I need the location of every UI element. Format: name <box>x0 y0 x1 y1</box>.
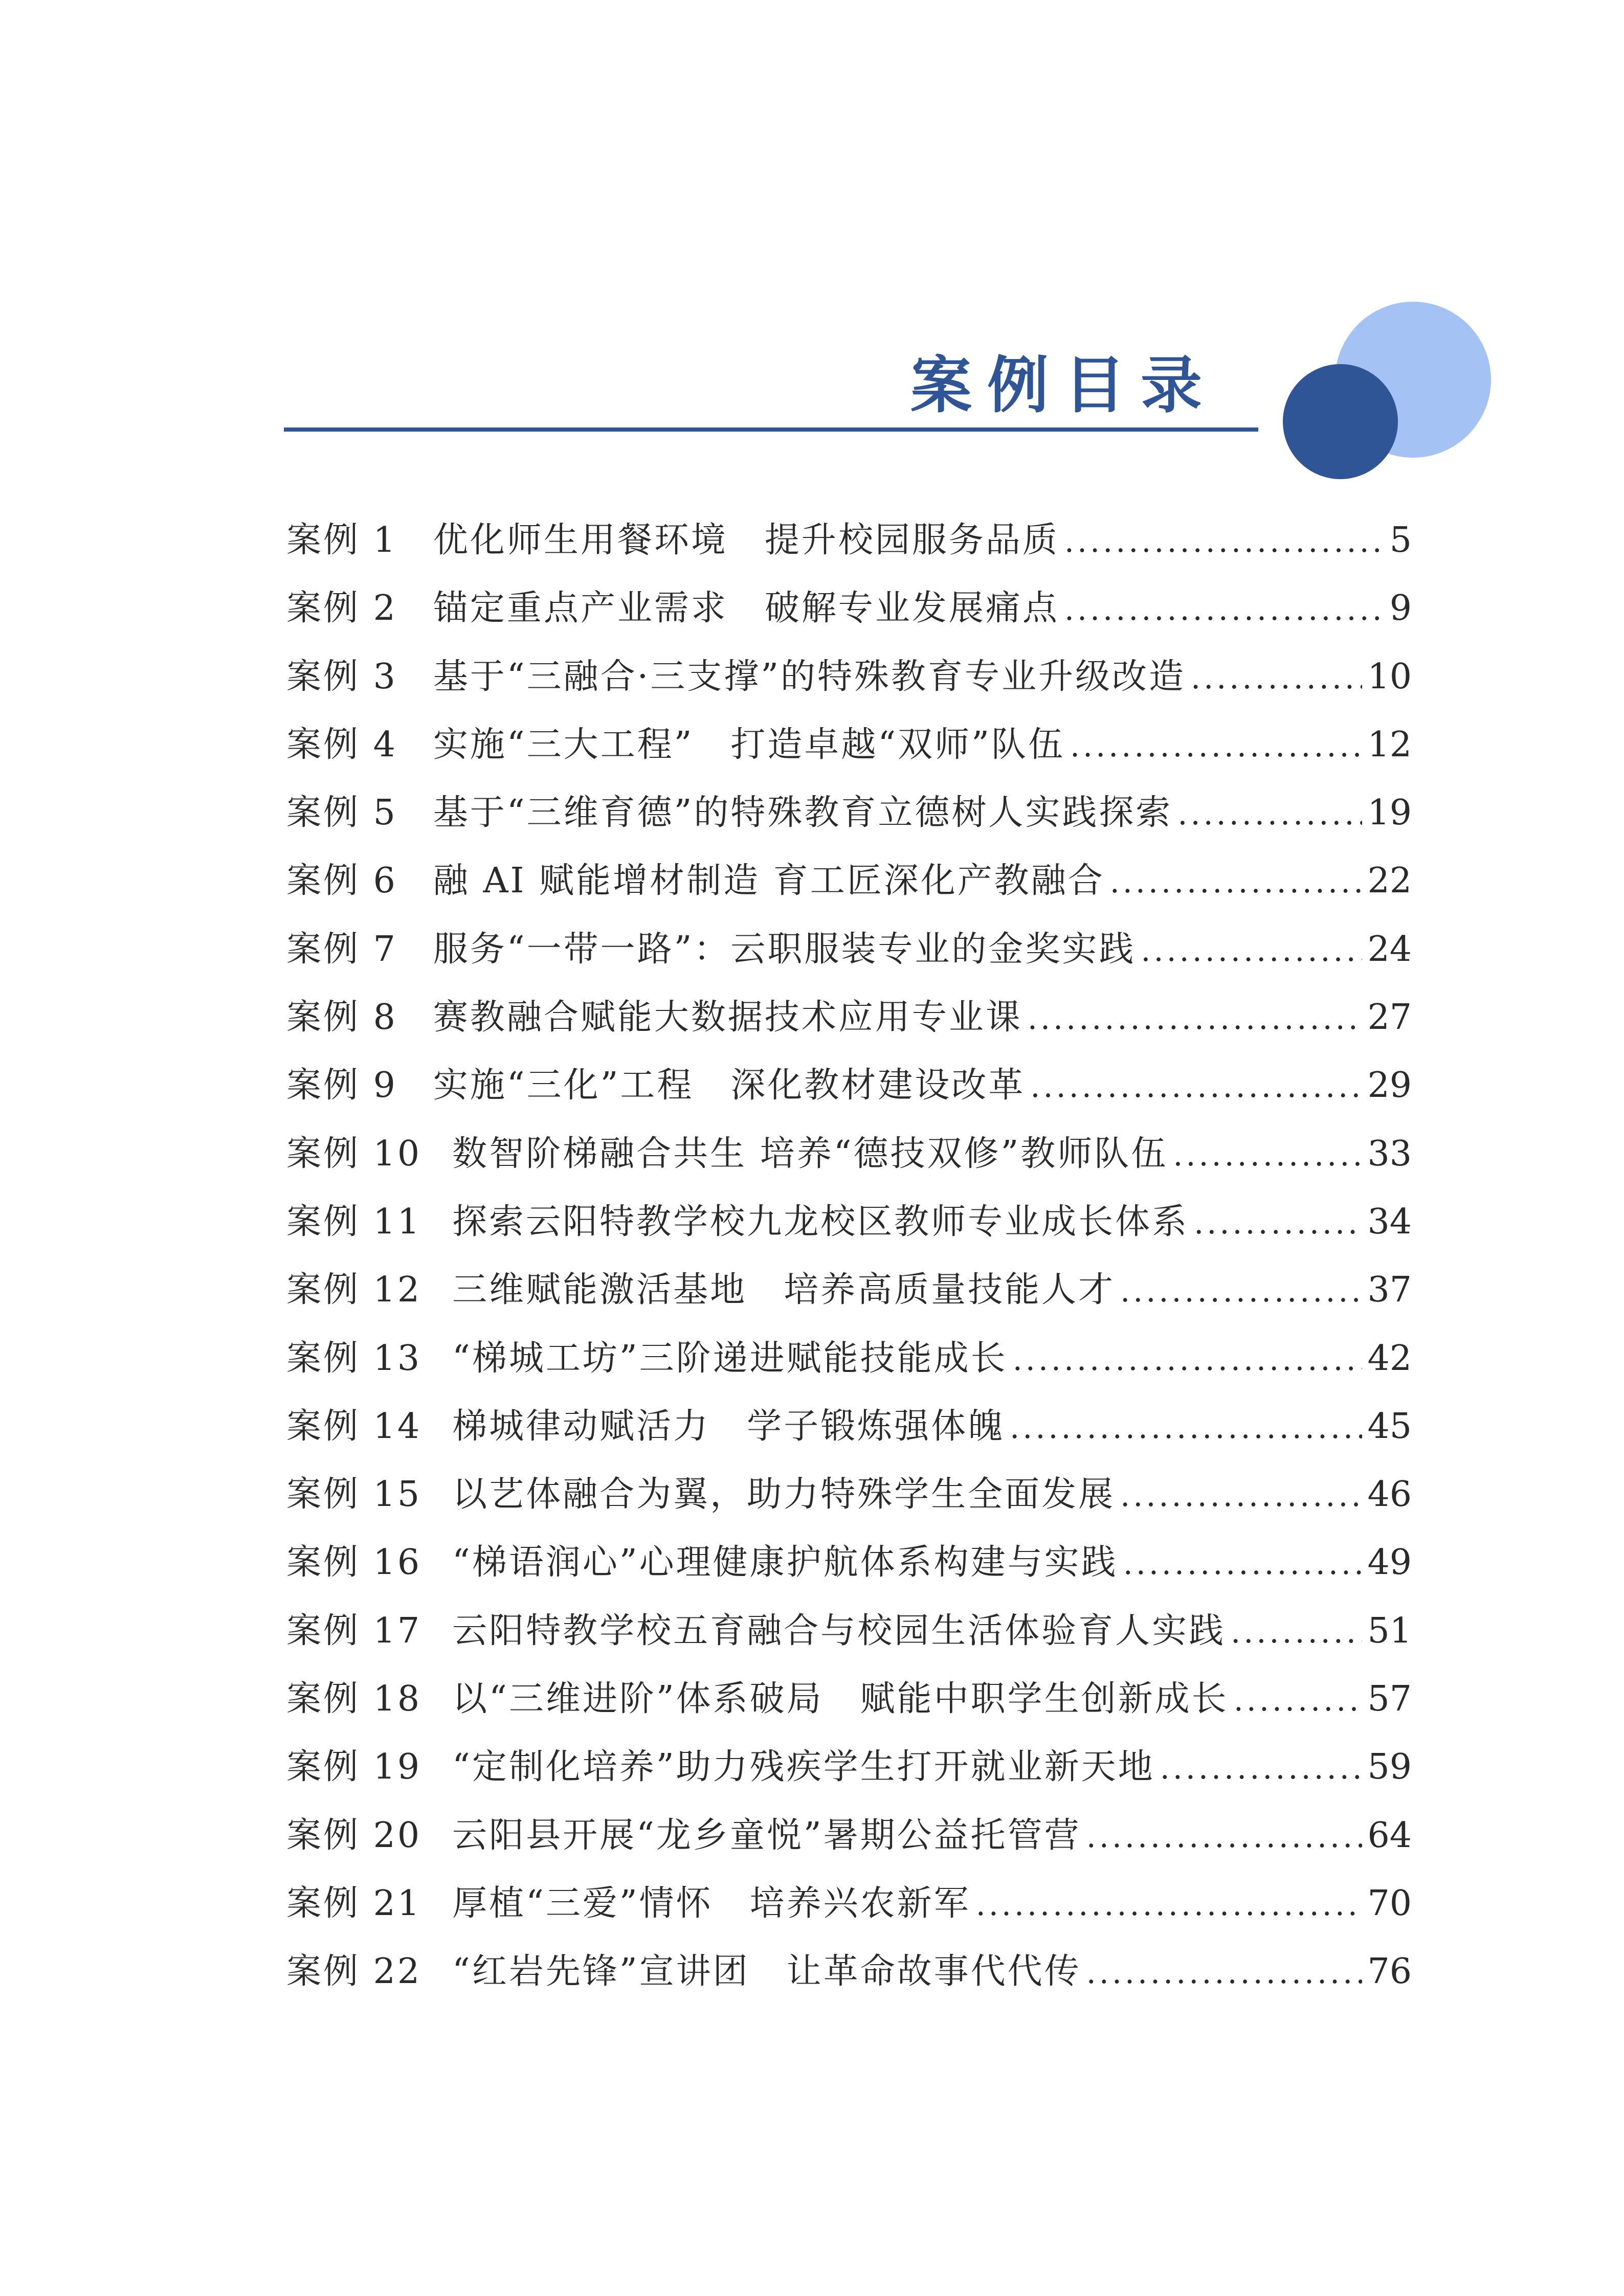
toc-leader-dots <box>1141 915 1362 985</box>
page-title: 案例目录 <box>910 350 1217 421</box>
toc-entry-label: 案例 12 <box>286 1270 422 1311</box>
toc-leader-dots <box>1194 1188 1362 1257</box>
toc-entry-page: 10 <box>1367 656 1412 697</box>
toc-entry-title: 以“三维进阶”体系破局 赋能中职学生创新成长 <box>452 1679 1229 1720</box>
toc-entry-label: 案例 8 <box>286 997 397 1038</box>
toc-entry-label: 案例 6 <box>286 861 397 902</box>
toc-leader-dots <box>1013 1324 1363 1394</box>
toc-leader-dots <box>1110 847 1363 916</box>
toc-entry-title: 云阳特教学校五育融合与校园生活体验育人实践 <box>452 1610 1226 1651</box>
toc-leader-dots <box>1086 1938 1363 2007</box>
toc-entry-page: 49 <box>1367 1542 1412 1583</box>
toc-leader-dots <box>1028 983 1363 1053</box>
toc-entry-page: 57 <box>1367 1679 1412 1720</box>
toc-entry-label: 案例 16 <box>286 1542 422 1583</box>
toc-leader-dots <box>1231 1597 1362 1667</box>
toc-entry-label: 案例 13 <box>286 1338 422 1379</box>
toc-entry-page: 46 <box>1367 1474 1412 1515</box>
toc-entry-label: 案例 2 <box>286 588 397 629</box>
toc-entry-label: 案例 3 <box>286 656 397 697</box>
toc-entry[interactable] <box>286 1256 1412 1324</box>
toc-entry-title: 融 AI 赋能增材制造 育工匠深化产教融合 <box>433 861 1105 902</box>
toc-entry-page: 37 <box>1367 1270 1412 1311</box>
toc-entry-page: 19 <box>1367 793 1412 834</box>
toc-entry-title: “红岩先锋”宣讲团 让革命故事代代传 <box>452 1951 1081 1992</box>
toc-entry-title: 实施“三化”工程 深化教材建设改革 <box>433 1065 1026 1106</box>
toc-entry-title: 厚植“三爱”情怀 培养兴农新军 <box>452 1883 971 1924</box>
toc-entry-page: 9 <box>1389 588 1412 629</box>
toc-entry-label: 案例 4 <box>286 724 397 765</box>
toc-entry[interactable] <box>286 574 1412 642</box>
toc-entry[interactable] <box>286 915 1412 983</box>
toc-entry[interactable] <box>286 983 1412 1051</box>
toc-leader-dots <box>976 1870 1363 1939</box>
toc-entry-page: 12 <box>1367 724 1412 765</box>
decorative-circle-dark <box>1283 364 1398 479</box>
toc-entry[interactable] <box>286 506 1412 574</box>
toc-entry[interactable] <box>286 1938 1412 2006</box>
toc-leader-dots <box>1030 1051 1362 1121</box>
toc-leader-dots <box>1173 1120 1362 1189</box>
toc-entry-page: 29 <box>1367 1065 1412 1106</box>
toc-entry[interactable] <box>286 1733 1412 1801</box>
toc-entry-page: 24 <box>1367 929 1412 970</box>
toc-entry-title: 以艺体融合为翼，助力特殊学生全面发展 <box>452 1474 1116 1515</box>
toc-leader-dots <box>1010 1392 1362 1462</box>
toc-entry-page: 76 <box>1367 1951 1412 1992</box>
toc-entry-title: “梯城工坊”三阶递进赋能技能成长 <box>452 1338 1008 1379</box>
toc-entry[interactable] <box>286 847 1412 915</box>
toc-entry-title: 探索云阳特教学校九龙校区教师专业成长体系 <box>452 1201 1189 1242</box>
toc-entry-title: “定制化培养”助力残疾学生打开就业新天地 <box>452 1747 1155 1788</box>
toc-entry[interactable] <box>286 1528 1412 1596</box>
toc-entry-label: 案例 14 <box>286 1406 422 1447</box>
toc-entry-label: 案例 1 <box>286 520 397 560</box>
toc-entry-label: 案例 21 <box>286 1883 422 1924</box>
toc-entry-label: 案例 10 <box>286 1133 422 1174</box>
toc-leader-dots <box>1086 1802 1363 1871</box>
toc-leader-dots <box>1160 1733 1363 1803</box>
toc-entry-title: 优化师生用餐环境 提升校园服务品质 <box>433 520 1059 560</box>
toc-entry-page: 51 <box>1367 1610 1412 1651</box>
toc-entry-label: 案例 22 <box>286 1951 422 1992</box>
toc-entry[interactable] <box>286 1188 1412 1256</box>
toc-entry-label: 案例 11 <box>286 1201 422 1242</box>
toc-entry-label: 案例 15 <box>286 1474 422 1515</box>
toc-entry[interactable] <box>286 1120 1412 1188</box>
toc-leader-dots <box>1120 1256 1362 1325</box>
toc-entry-title: 云阳县开展“龙乡童悦”暑期公益托管营 <box>452 1815 1081 1856</box>
toc-leader-dots <box>1070 711 1363 780</box>
toc-entry-title: 赛教融合赋能大数据技术应用专业课 <box>433 997 1022 1038</box>
toc-entry-label: 案例 7 <box>286 929 397 970</box>
toc-entry[interactable] <box>286 1802 1412 1870</box>
toc-entry-page: 33 <box>1367 1133 1412 1174</box>
toc-leader-dots <box>1064 574 1385 644</box>
toc-entry-page: 22 <box>1367 861 1412 902</box>
toc-entry-page: 64 <box>1367 1815 1412 1856</box>
toc-entry[interactable] <box>286 1597 1412 1665</box>
toc-entry-label: 案例 18 <box>286 1679 422 1720</box>
toc-entry[interactable] <box>286 643 1412 711</box>
toc-entry-label: 案例 17 <box>286 1610 422 1651</box>
toc-entry-label: 案例 5 <box>286 793 397 834</box>
toc-entry[interactable] <box>286 1460 1412 1528</box>
toc-entry[interactable] <box>286 1870 1412 1938</box>
toc-entry-page: 5 <box>1389 520 1412 560</box>
toc-leader-dots <box>1120 1460 1362 1530</box>
toc-entry[interactable] <box>286 711 1412 779</box>
toc-leader-dots <box>1234 1665 1363 1735</box>
toc-leader-dots <box>1064 506 1385 576</box>
toc-entry-page: 34 <box>1367 1201 1412 1242</box>
toc-entry[interactable] <box>286 1392 1412 1460</box>
toc-entry-title: 锚定重点产业需求 破解专业发展痛点 <box>433 588 1059 629</box>
toc-entry-label: 案例 20 <box>286 1815 422 1856</box>
toc-leader-dots <box>1191 643 1362 712</box>
toc-entry-page: 70 <box>1367 1883 1412 1924</box>
toc-entry-title: “梯语润心”心理健康护航体系构建与实践 <box>452 1542 1118 1583</box>
toc-entry[interactable] <box>286 1665 1412 1733</box>
toc-entry-title: 实施“三大工程” 打造卓越“双师”队伍 <box>433 724 1065 765</box>
table-of-contents <box>286 506 1412 2006</box>
toc-entry-title: 基于“三融合·三支撑”的特殊教育专业升级改造 <box>433 656 1186 697</box>
toc-entry-title: 基于“三维育德”的特殊教育立德树人实践探索 <box>433 793 1173 834</box>
toc-leader-dots <box>1123 1528 1363 1598</box>
title-underline <box>284 427 1258 432</box>
toc-entry-title: 三维赋能激活基地 培养高质量技能人才 <box>452 1270 1116 1311</box>
toc-entry-label: 案例 9 <box>286 1065 397 1106</box>
toc-entry[interactable] <box>286 1324 1412 1392</box>
toc-leader-dots <box>1177 779 1362 848</box>
toc-entry-page: 59 <box>1367 1747 1412 1788</box>
toc-entry-page: 27 <box>1367 997 1412 1038</box>
toc-entry-page: 45 <box>1367 1406 1412 1447</box>
toc-entry[interactable] <box>286 779 1412 847</box>
toc-entry-page: 42 <box>1367 1338 1412 1379</box>
toc-entry-title: 服务“一带一路”：云职服装专业的金奖实践 <box>433 929 1136 970</box>
toc-entry[interactable] <box>286 1051 1412 1119</box>
toc-entry-label: 案例 19 <box>286 1747 422 1788</box>
toc-entry-title: 数智阶梯融合共生 培养“德技双修”教师队伍 <box>452 1133 1168 1174</box>
toc-entry-title: 梯城律动赋活力 学子锻炼强体魄 <box>452 1406 1005 1447</box>
